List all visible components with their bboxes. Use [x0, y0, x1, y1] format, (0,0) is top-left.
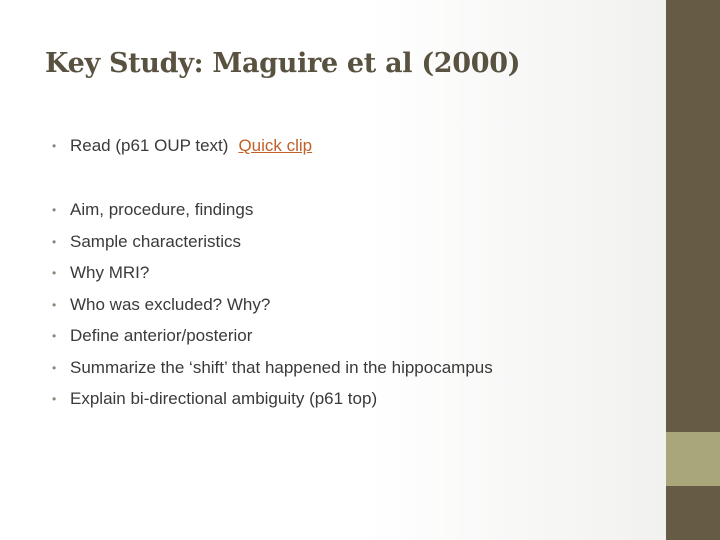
bullet-item — [52, 258, 652, 290]
bullet-item — [52, 195, 652, 227]
bullet-text: Define anterior/posterior — [70, 326, 253, 346]
read-instruction: Read (p61 OUP text) — [70, 135, 229, 155]
bullet-item — [52, 289, 652, 321]
bullet-item — [52, 321, 652, 353]
bullet-text: Explain bi-directional ambiguity (p61 top) — [70, 389, 378, 409]
bullet-dot-icon: • — [52, 297, 57, 312]
bullet-dot-icon: • — [52, 203, 57, 218]
bullet-text: Why MRI? — [70, 263, 150, 283]
list-spacer — [52, 162, 652, 195]
bullet-item-intro — [52, 130, 652, 162]
slide-title: Key Study: Maguire et al (2000) — [45, 48, 521, 79]
bullet-dot-icon: • — [52, 329, 57, 344]
bullet-dot-icon: • — [52, 360, 57, 375]
bullet-dot-icon: • — [52, 234, 57, 249]
bullet-text: Sample characteristics — [70, 231, 242, 251]
quick-clip-link[interactable]: Quick clip — [238, 135, 313, 155]
bullet-item — [52, 226, 652, 258]
bullet-dot-icon: • — [52, 392, 57, 407]
bullet-dot-icon: • — [52, 138, 57, 153]
bullet-item — [52, 384, 652, 416]
sidebar-accent-block — [666, 432, 720, 486]
bullet-text: Who was excluded? Why? — [70, 294, 271, 314]
bullet-item — [52, 352, 652, 384]
bullet-dot-icon: • — [52, 266, 57, 281]
bullet-text: Aim, procedure, findings — [70, 200, 254, 220]
bullet-text: Summarize the ‘shift’ that happened in the hippocampus — [70, 357, 493, 377]
bullet-list — [52, 130, 652, 415]
